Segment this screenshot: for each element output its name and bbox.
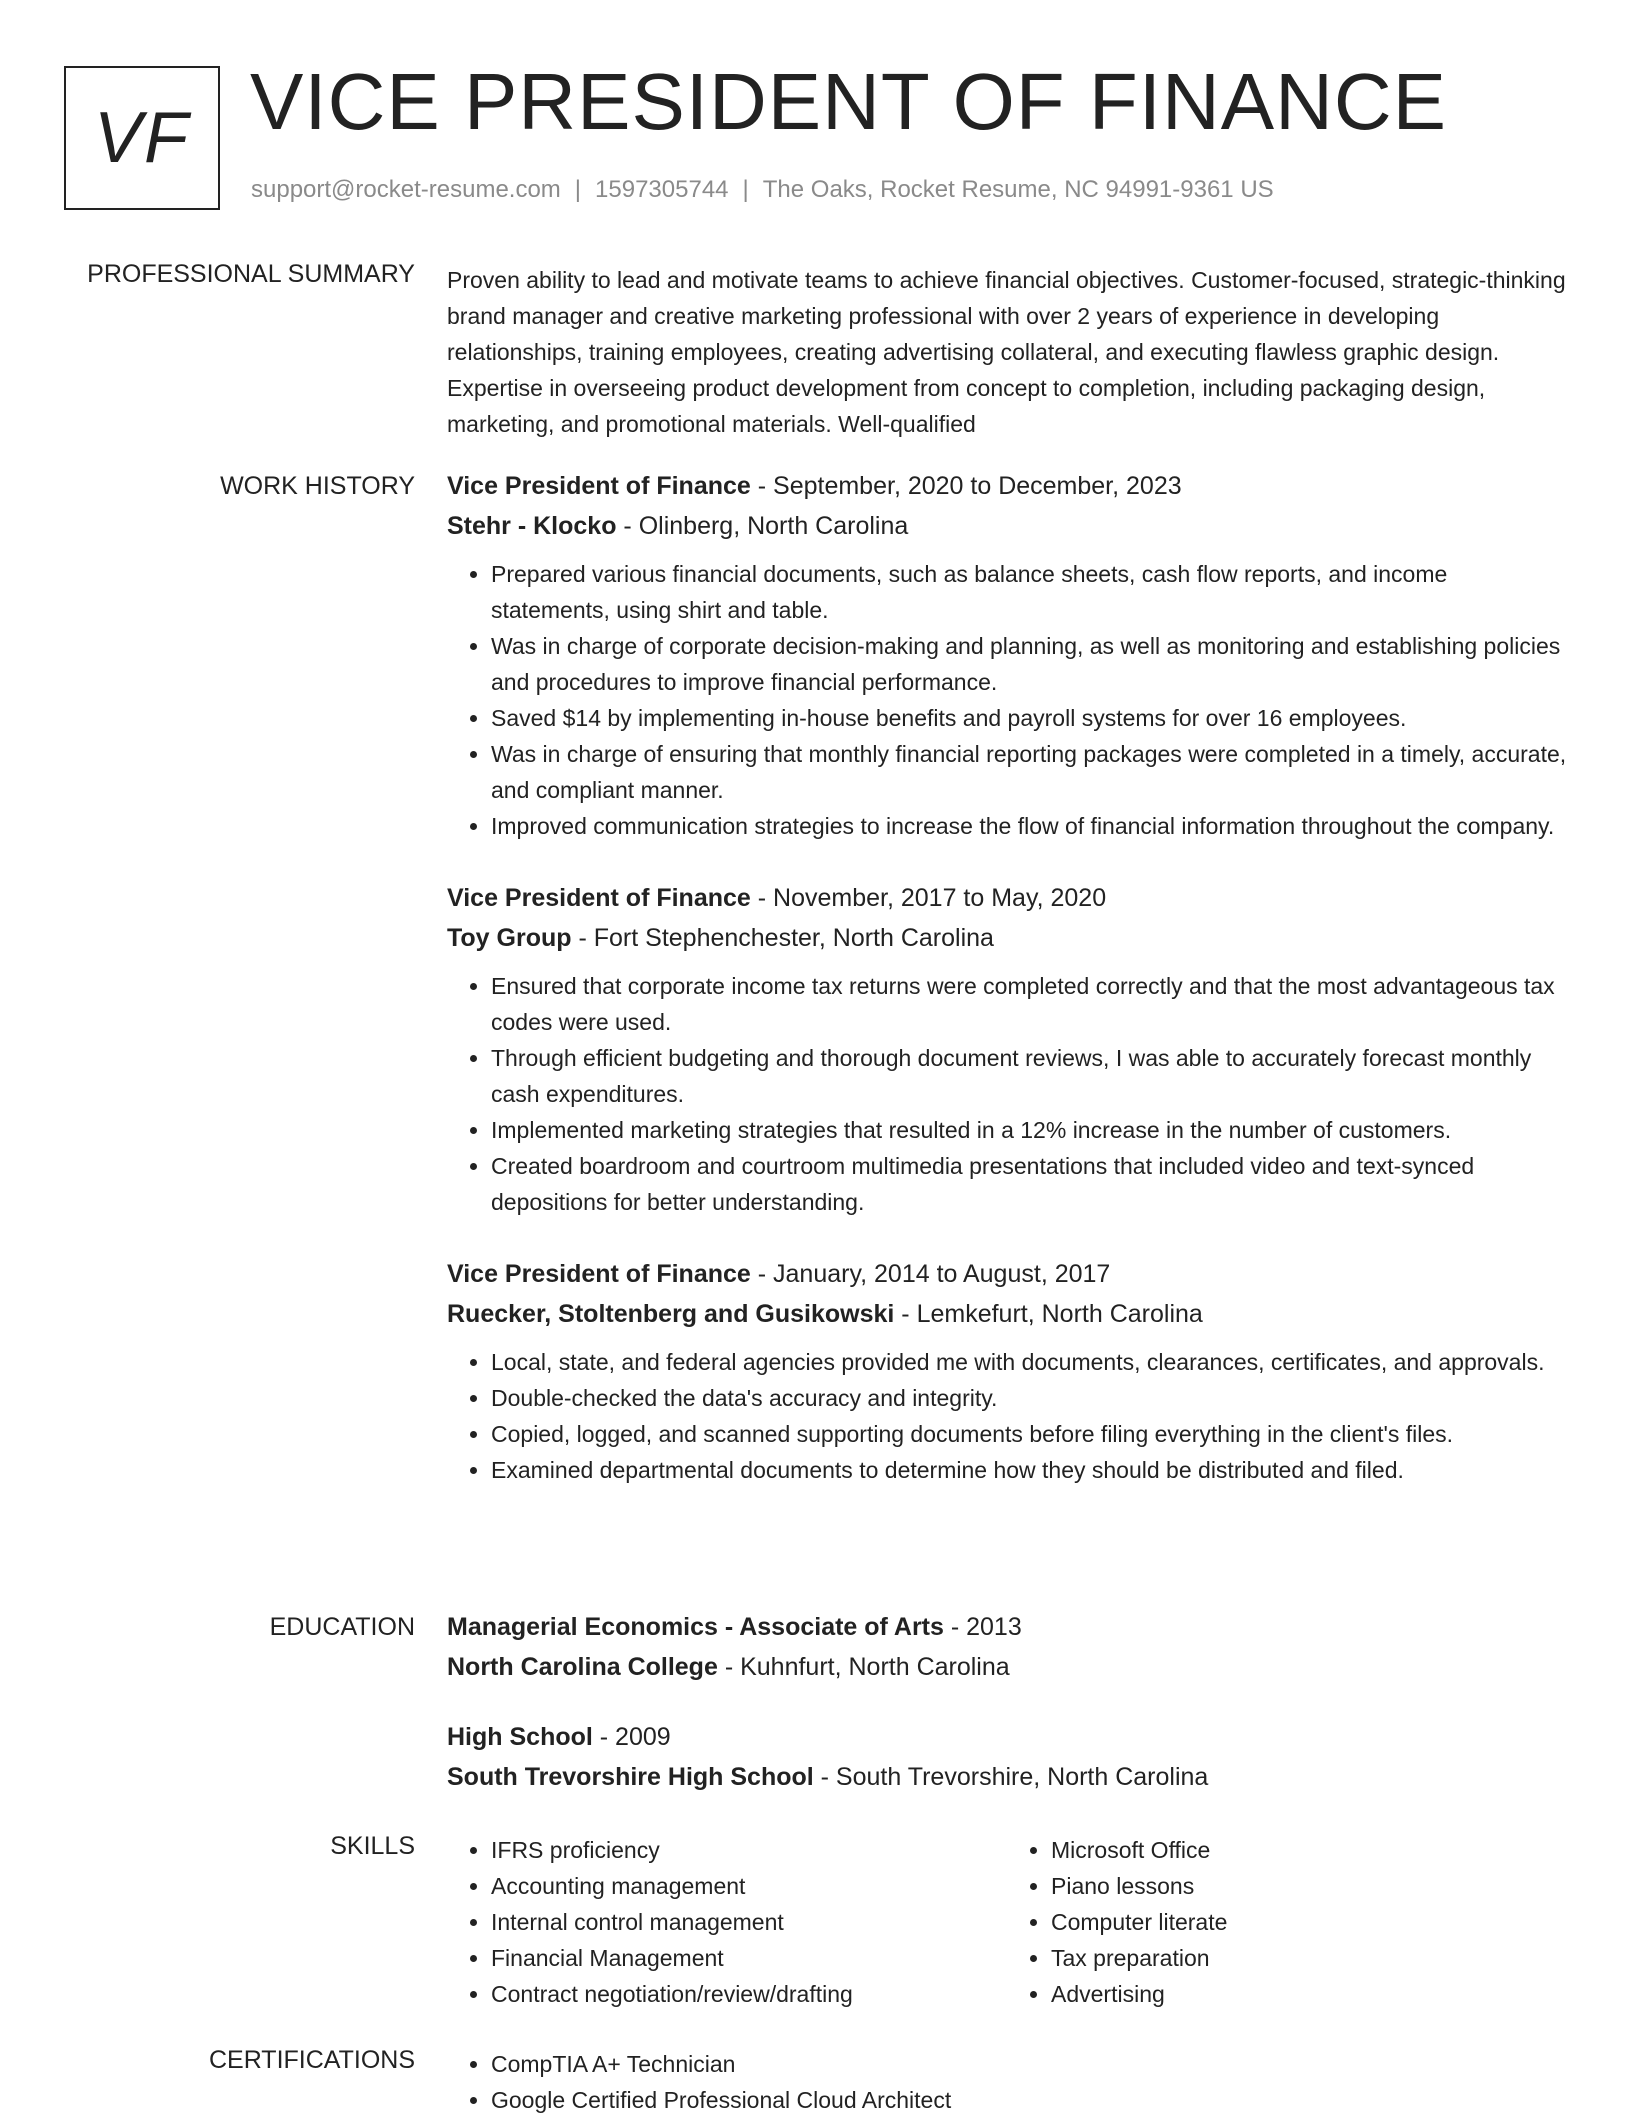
certification-item: • CompTIA A+ Technician xyxy=(491,2046,1567,2082)
education-school: South Trevorshire High School xyxy=(447,1763,814,1791)
job-title: Vice President of Finance xyxy=(447,884,751,912)
contact-address: The Oaks, Rocket Resume, NC 94991-9361 US xyxy=(762,176,1274,203)
job-dates: - January, 2014 to August, 2017 xyxy=(750,1260,1111,1288)
education-school-line xyxy=(447,1757,1567,1797)
skills-columns xyxy=(447,1832,1567,2012)
education-year: - 2009 xyxy=(592,1723,671,1751)
section-label-summary: PROFESSIONAL SUMMARY xyxy=(87,260,415,288)
skill-item: • IFRS proficiency xyxy=(491,1832,1007,1868)
job-bullet: • Through efficient budgeting and thorough document reviews, I was able to accurately forecast monthly cash expenditures. xyxy=(491,1040,1567,1112)
skill-item: • Internal control management xyxy=(491,1904,1007,1940)
job-entry xyxy=(447,1254,1567,1488)
certification-item: • Google Certified Professional Cloud Architect xyxy=(491,2082,1567,2118)
section-label-work: WORK HISTORY xyxy=(220,472,415,500)
job-entry xyxy=(447,878,1567,1220)
education-degree: High School xyxy=(447,1723,593,1751)
job-bullet: • Examined departmental documents to determine how they should be distributed and filed. xyxy=(491,1452,1567,1488)
skill-item: • Advertising xyxy=(1051,1976,1567,2012)
skill-item: • Microsoft Office xyxy=(1051,1832,1567,1868)
job-bullet: • Was in charge of ensuring that monthly financial reporting packages were completed in a timely, accurate, and compliant manner. xyxy=(491,736,1567,808)
job-title: Vice President of Finance xyxy=(447,1260,751,1288)
job-bullet: • Local, state, and federal agencies provided me with documents, clearances, certificates, and approvals. xyxy=(491,1344,1567,1380)
job-title: Vice President of Finance xyxy=(447,472,751,500)
job-bullet: • Ensured that corporate income tax returns were completed correctly and that the most advantageous tax codes were used. xyxy=(491,968,1567,1040)
job-dates: - November, 2017 to May, 2020 xyxy=(750,884,1107,912)
resume-title: VICE PRESIDENT OF FINANCE xyxy=(250,57,1448,146)
education-year: - 2013 xyxy=(943,1613,1022,1641)
education-entry xyxy=(447,1717,1567,1797)
job-location: - Lemkefurt, North Carolina xyxy=(894,1300,1203,1328)
education-degree: Managerial Economics - Associate of Arts xyxy=(447,1613,944,1641)
section-label-skills: SKILLS xyxy=(330,1832,415,1860)
job-company-line xyxy=(447,506,1567,546)
contact-email: support@rocket-resume.com xyxy=(251,176,561,203)
job-bullet: • Double-checked the data's accuracy and integrity. xyxy=(491,1380,1567,1416)
contact-phone: 1597305744 xyxy=(595,176,729,203)
skill-item: • Financial Management xyxy=(491,1940,1007,1976)
job-company: Toy Group xyxy=(447,924,572,952)
contact-separator: | xyxy=(742,176,749,203)
skill-item: • Tax preparation xyxy=(1051,1940,1567,1976)
job-bullet: • Prepared various financial documents, such as balance sheets, cash flow reports, and income statements, using shirt and table. xyxy=(491,556,1567,628)
education-school-line xyxy=(447,1647,1567,1687)
skills-list-left xyxy=(447,1832,1007,2012)
job-title-line xyxy=(447,1254,1567,1294)
job-location: - Olinberg, North Carolina xyxy=(616,512,909,540)
job-title-line xyxy=(447,878,1567,918)
skill-item: • Computer literate xyxy=(1051,1904,1567,1940)
summary-text: Proven ability to lead and motivate teams to achieve financial objectives. Customer-focused, strategic-thinking brand manager and creative marketing professional with over 2 years of experience in developing relationships, training employees, creating advertising collateral, and executing flawless graphic design. Expertise in overseeing product development from concept to completion, including packaging design, marketing, and promotional materials. Well-qualified xyxy=(447,267,1566,437)
skills-list-right xyxy=(1007,1832,1567,2012)
section-label-education: EDUCATION xyxy=(269,1613,415,1641)
job-bullets xyxy=(447,556,1567,844)
education-location: - Kuhnfurt, North Carolina xyxy=(717,1653,1010,1681)
job-location: - Fort Stephenchester, North Carolina xyxy=(571,924,994,952)
skill-item: • Piano lessons xyxy=(1051,1868,1567,1904)
job-bullet: • Copied, logged, and scanned supporting documents before filing everything in the client's files. xyxy=(491,1416,1567,1452)
job-bullet: • Saved $14 by implementing in-house benefits and payroll systems for over 16 employees. xyxy=(491,700,1567,736)
education-degree-line xyxy=(447,1717,1567,1757)
education-entry xyxy=(447,1607,1567,1687)
job-bullet: • Improved communication strategies to increase the flow of financial information throughout the company. xyxy=(491,808,1567,844)
job-company-line xyxy=(447,918,1567,958)
section-label-certifications: CERTIFICATIONS xyxy=(208,2046,415,2074)
education-location: - South Trevorshire, North Carolina xyxy=(813,1763,1209,1791)
job-bullets xyxy=(447,968,1567,1220)
monogram-logo: VF xyxy=(64,66,220,210)
skill-item: • Contract negotiation/review/drafting xyxy=(491,1976,1007,2012)
education-school: North Carolina College xyxy=(447,1653,718,1681)
certifications-list xyxy=(447,2046,1567,2118)
job-bullet: • Was in charge of corporate decision-making and planning, as well as monitoring and establishing policies and procedures to improve financial performance. xyxy=(491,628,1567,700)
job-bullet: • Created boardroom and courtroom multimedia presentations that included video and text-synced depositions for better understanding. xyxy=(491,1148,1567,1220)
job-entry xyxy=(447,466,1567,844)
job-company-line xyxy=(447,1294,1567,1334)
job-title-line xyxy=(447,466,1567,506)
job-bullet: • Implemented marketing strategies that resulted in a 12% increase in the number of customers. xyxy=(491,1112,1567,1148)
job-company: Stehr - Klocko xyxy=(447,512,617,540)
job-bullets xyxy=(447,1344,1567,1488)
education-degree-line xyxy=(447,1607,1567,1647)
contact-line xyxy=(251,176,1274,204)
job-dates: - September, 2020 to December, 2023 xyxy=(750,472,1182,500)
skill-item: • Accounting management xyxy=(491,1868,1007,1904)
job-company: Ruecker, Stoltenberg and Gusikowski xyxy=(447,1300,895,1328)
contact-separator: | xyxy=(574,176,582,203)
